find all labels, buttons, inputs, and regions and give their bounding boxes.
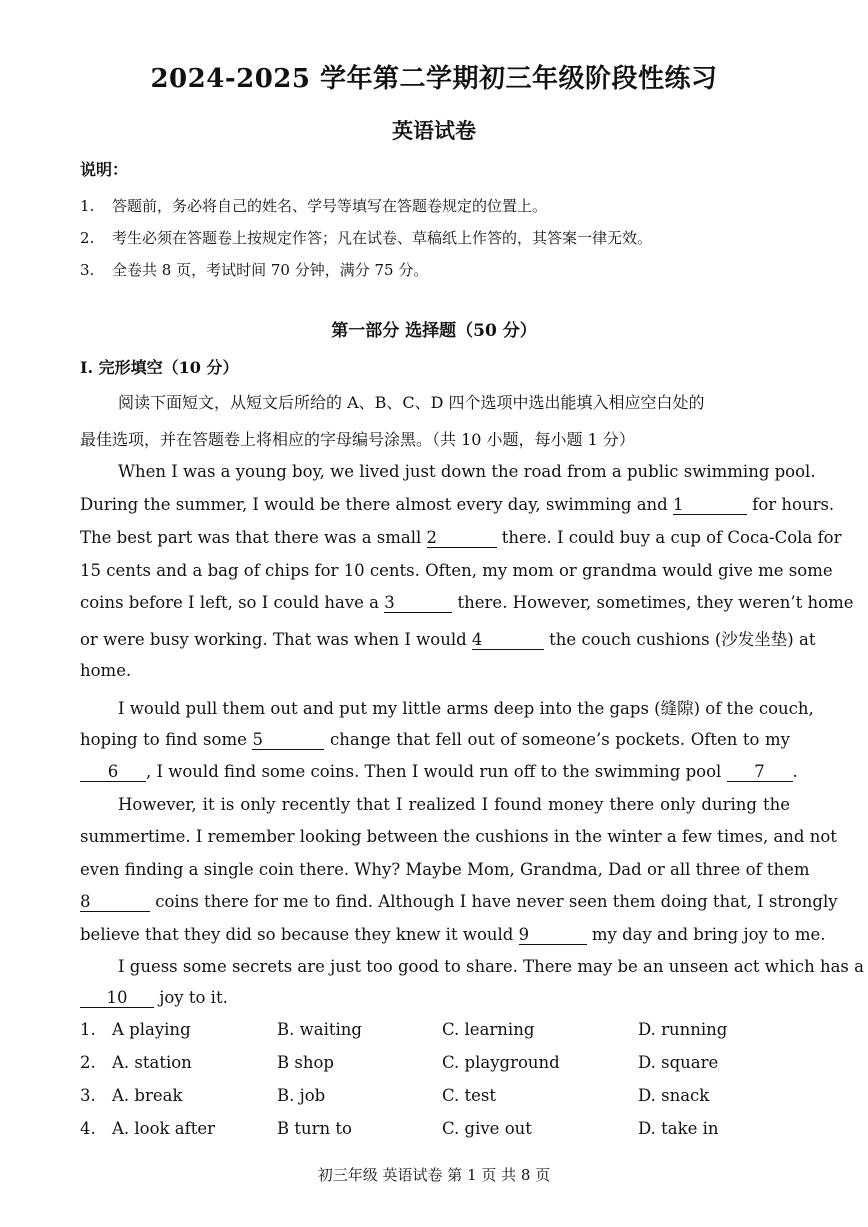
instruction-line: 阅读下面短文，从短文后所给的 A、B、C、D 四个选项中选出能填入相应空白处的 xyxy=(118,393,705,412)
option-a: A playing xyxy=(112,1020,191,1039)
option-b: B. job xyxy=(277,1086,326,1105)
option-c: C. test xyxy=(442,1086,497,1105)
passage-line: 15 cents and a bag of chips for 10 cents. Often, my mom or grandma would give me some xyxy=(80,561,833,580)
question-number: 3. xyxy=(80,1086,96,1105)
exam-subtitle: 英语试卷 xyxy=(392,118,476,143)
option-c: C. give out xyxy=(442,1119,532,1138)
note-number: 1. xyxy=(80,197,95,215)
passage-line: I guess some secrets are just too good to share. There may be an unseen act which has a xyxy=(118,957,864,976)
page-footer: 初三年级 英语试卷 第 1 页 共 8 页 xyxy=(317,1166,551,1184)
passage-line: hoping to find some 5 change that fell out of someone’s pockets. Often to my xyxy=(80,730,791,749)
passage-line: summertime. I remember looking between the cushions in the winter a few times, and not xyxy=(80,827,837,846)
option-c: C. learning xyxy=(442,1020,535,1039)
passage-line: I would pull them out and put my little arms deep into the gaps (缝隙) of the couch, xyxy=(118,699,814,718)
passage-line: When I was a young boy, we lived just down the road from a public swimming pool. xyxy=(118,462,816,481)
option-c: C. playground xyxy=(442,1053,560,1072)
passage-line: even finding a single coin there. Why? Maybe Mom, Grandma, Dad or all three of them xyxy=(80,860,810,879)
passage-line: 8 coins there for me to find. Although I have never seen them doing that, I strongly xyxy=(80,892,838,911)
exam-title: 2024-2025 学年第二学期初三年级阶段性练习 xyxy=(150,64,718,94)
option-a: A. look after xyxy=(112,1119,216,1138)
blank-4: 4 xyxy=(472,631,544,650)
passage-line: During the summer, I would be there almost every day, swimming and 1 for hours. xyxy=(80,495,835,514)
passage-line: 10 joy to it. xyxy=(80,988,790,1008)
section-heading: I. 完形填空（10 分） xyxy=(80,358,239,377)
passage-line: coins before I left, so I could have a 3 there. However, sometimes, they weren’t home xyxy=(80,593,854,612)
option-d: D. snack xyxy=(638,1086,710,1105)
option-a: A. break xyxy=(112,1086,183,1105)
passage-line: 6 , I would find some coins. Then I would run off to the swimming pool 7 . xyxy=(80,762,790,782)
blank-6: 6 xyxy=(80,763,146,782)
question-number: 2. xyxy=(80,1053,96,1072)
blank-9: 9 xyxy=(519,926,587,945)
note-text: 考生必须在答题卷上按规定作答；凡在试卷、草稿纸上作答的，其答案一律无效。 xyxy=(112,229,653,247)
passage-line: However, it is only recently that I realized I found money there only during the xyxy=(118,795,790,814)
passage-line: home. xyxy=(80,661,132,680)
note-number: 3. xyxy=(80,261,95,279)
option-d: D. take in xyxy=(638,1119,719,1138)
blank-2: 2 xyxy=(427,529,497,548)
passage-line: The best part was that there was a small 2 there. I could buy a cup of Coca-Cola for xyxy=(80,528,842,547)
passage-line: or were busy working. That was when I would 4 the couch cushions (沙发坐垫) at xyxy=(80,630,816,649)
note-number: 2. xyxy=(80,229,95,247)
option-d: D. running xyxy=(638,1020,728,1039)
option-b: B. waiting xyxy=(277,1020,362,1039)
note-text: 全卷共 8 页，考试时间 70 分钟，满分 75 分。 xyxy=(112,261,429,279)
notes-heading: 说明： xyxy=(80,160,129,179)
question-number: 4. xyxy=(80,1119,96,1138)
blank-7: 7 xyxy=(727,763,793,782)
note-item xyxy=(80,259,428,280)
note-text: 答题前，务必将自己的姓名、学号等填写在答题卷规定的位置上。 xyxy=(112,197,548,215)
question-number: 1. xyxy=(80,1020,96,1039)
blank-1: 1 xyxy=(673,496,747,515)
part-heading: 第一部分 选择题（50 分） xyxy=(331,321,537,341)
blank-8: 8 xyxy=(80,893,150,912)
note-item xyxy=(80,195,547,216)
blank-3: 3 xyxy=(384,594,452,613)
blank-10: 10 xyxy=(80,989,154,1008)
blank-5: 5 xyxy=(252,731,324,750)
note-item xyxy=(80,227,652,248)
option-b: B shop xyxy=(277,1053,334,1072)
option-d: D. square xyxy=(638,1053,719,1072)
passage-line: believe that they did so because they knew it would 9 my day and bring joy to me. xyxy=(80,925,826,944)
option-a: A. station xyxy=(112,1053,192,1072)
instruction-line: 最佳选项，并在答题卷上将相应的字母编号涂黑。（共 10 小题，每小题 1 分） xyxy=(80,430,635,449)
option-b: B turn to xyxy=(277,1119,352,1138)
